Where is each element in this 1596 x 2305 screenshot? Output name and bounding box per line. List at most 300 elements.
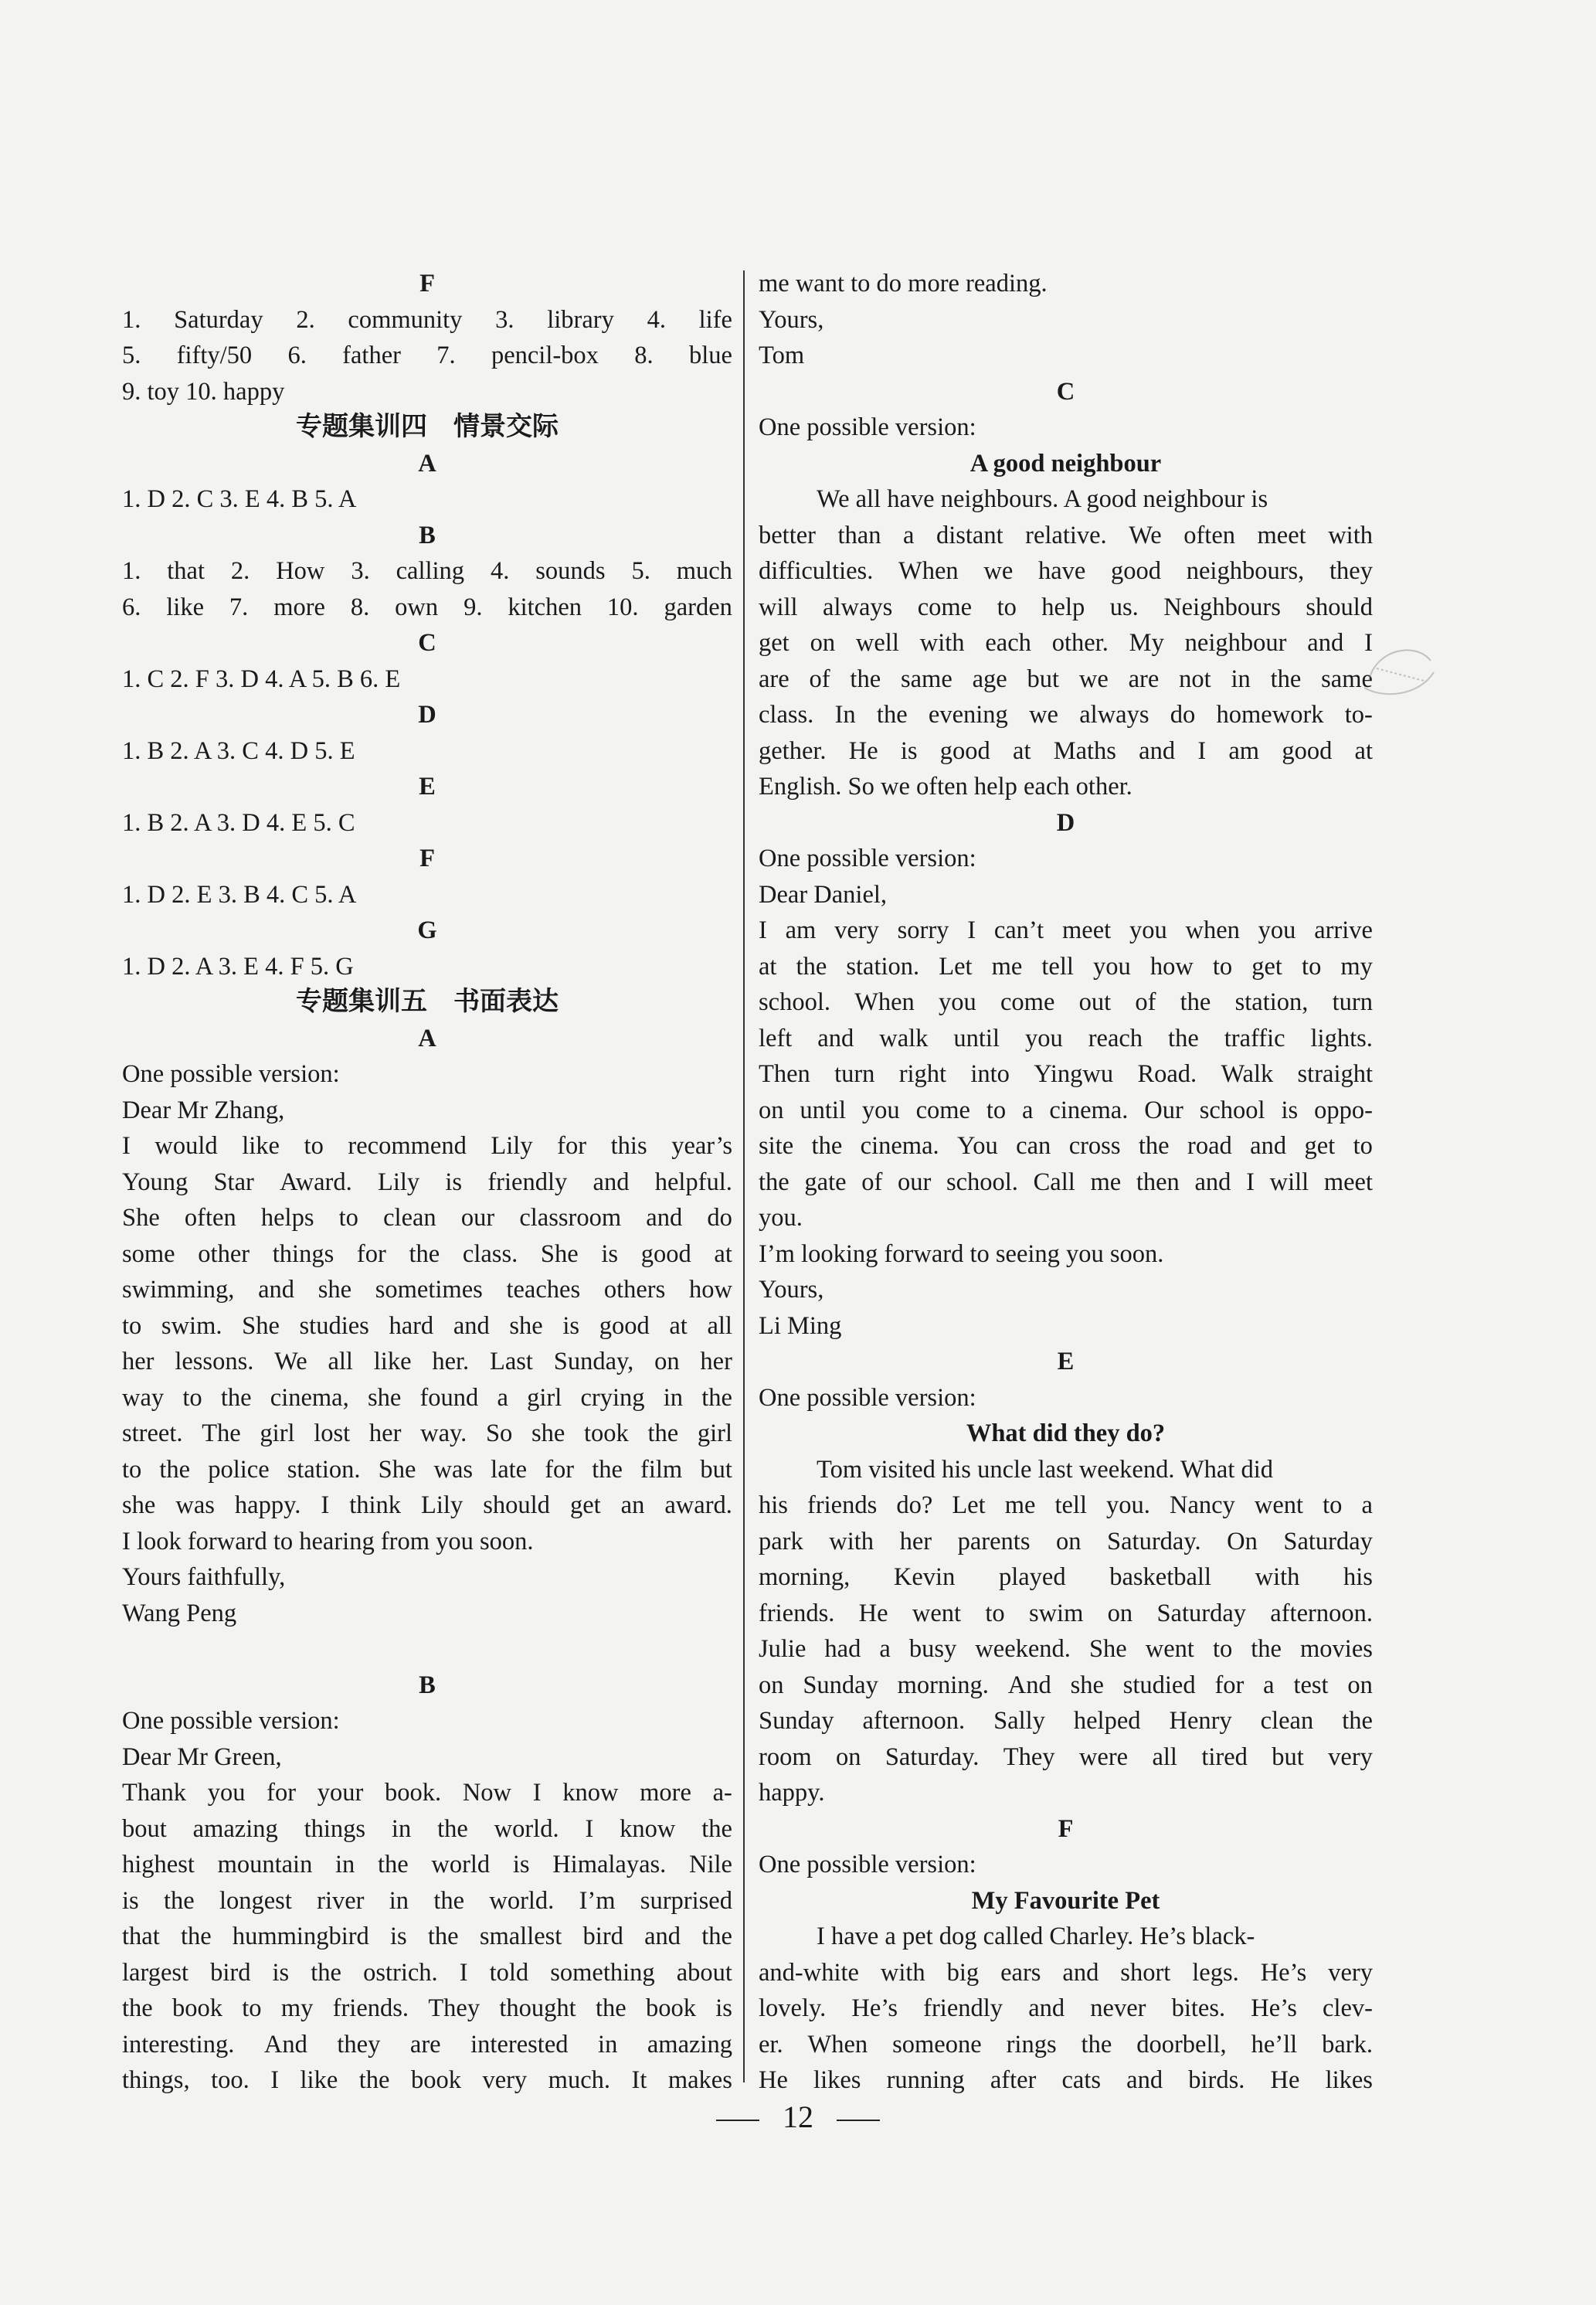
word: station.: [287, 1455, 361, 1484]
word: to-: [1344, 701, 1373, 729]
right-text-line: [759, 661, 1373, 698]
word: He: [1270, 2066, 1300, 2094]
word: on: [654, 1348, 680, 1375]
word: We: [274, 1348, 307, 1375]
word: legs.: [1192, 1958, 1239, 1987]
right-text-line: [759, 949, 1373, 985]
word: He: [759, 2066, 788, 2094]
page-footer: [0, 2099, 1596, 2135]
word: She: [242, 1311, 280, 1340]
left-section-heading: B: [419, 521, 436, 549]
word: largest: [122, 1958, 189, 1987]
word: he’ll: [1251, 2030, 1298, 2059]
word: we: [1029, 701, 1058, 729]
word: often: [184, 1204, 236, 1232]
left-section-heading: F: [419, 270, 435, 297]
word: in: [389, 1886, 409, 1915]
word: all: [707, 1311, 732, 1340]
word: her: [899, 1527, 932, 1555]
word: makes: [667, 2066, 732, 2094]
word: you: [207, 1779, 246, 1807]
right-paragraph-start: I have a pet dog called Charley. He’s black-: [817, 1923, 1255, 1950]
word: Nancy: [1169, 1491, 1235, 1519]
right-column: [759, 266, 1373, 2099]
left-section-heading: 专题集训五 书面表达: [296, 988, 559, 1016]
left-text-line: [122, 1128, 732, 1164]
word: each: [985, 629, 1031, 657]
word: meet: [1323, 1168, 1373, 1196]
word: at: [714, 1239, 732, 1268]
word: neighbours,: [1186, 557, 1305, 585]
right-text-line: [759, 1991, 1373, 2027]
word: meet: [1257, 521, 1306, 549]
left-text-line: [122, 1775, 732, 1811]
word: community: [348, 305, 463, 334]
word: she: [367, 1383, 402, 1412]
word: homework: [1216, 701, 1324, 729]
word: arrive: [1314, 916, 1373, 944]
word: hummingbird: [232, 1923, 369, 1950]
word: world.: [489, 1886, 555, 1915]
word: Kevin: [893, 1563, 956, 1591]
word: and: [1062, 1958, 1099, 1987]
word: garden: [664, 593, 732, 621]
word: school: [1199, 1096, 1265, 1124]
word: for: [545, 1455, 575, 1484]
word: Neighbours: [1163, 593, 1281, 621]
word: into: [970, 1060, 1010, 1088]
word: 10.: [606, 593, 639, 621]
word: He: [858, 1599, 888, 1627]
right-text-line: [759, 2062, 1373, 2099]
word: and: [1126, 2066, 1163, 2094]
word: am: [785, 916, 817, 944]
word: to: [1323, 1491, 1343, 1519]
word: you: [1258, 916, 1296, 944]
footer-dash-left: [716, 2120, 759, 2121]
word: were: [1078, 1742, 1129, 1771]
word: her.: [432, 1348, 470, 1375]
word: should: [483, 1491, 550, 1519]
word: award.: [664, 1491, 732, 1519]
left-text-line: [122, 2027, 732, 2063]
left-section-heading: 专题集训四 情景交际: [296, 413, 559, 441]
right-text-line: [759, 1021, 1373, 1057]
word: is: [512, 1851, 530, 1878]
word: helped: [1073, 1707, 1141, 1735]
word: well: [855, 629, 899, 657]
word: can: [1016, 1132, 1051, 1160]
word: Last: [489, 1348, 533, 1375]
word: others: [603, 1276, 666, 1304]
left-text-line: 9. toy 10. happy: [122, 377, 285, 406]
word: clean: [1260, 1707, 1314, 1735]
word: us.: [1109, 593, 1139, 621]
word: cinema.: [860, 1132, 939, 1160]
word: and: [817, 1024, 854, 1052]
word: gether.: [759, 736, 827, 765]
word: good: [1111, 557, 1162, 585]
word: sorry: [897, 916, 949, 944]
word: a: [1361, 1491, 1373, 1519]
word: traffic: [1224, 1024, 1285, 1052]
right-text-line: Li Ming: [759, 1311, 842, 1340]
word: rings: [1006, 2030, 1057, 2059]
word: on: [759, 1671, 784, 1699]
right-text-line: [759, 1093, 1373, 1129]
word: library: [547, 305, 614, 334]
left-text-line: [122, 1344, 732, 1380]
left-text-line: 1. D 2. C 3. E 4. B 5. A: [122, 485, 357, 513]
word: bout: [122, 1814, 167, 1843]
word: smallest: [479, 1923, 562, 1950]
word: will: [1269, 1168, 1309, 1196]
word: girl: [697, 1419, 732, 1447]
word: They: [428, 1994, 480, 2022]
word: So: [485, 1419, 513, 1447]
word: tired: [1201, 1742, 1248, 1771]
word: Let: [952, 1491, 986, 1519]
word: in: [391, 1814, 412, 1843]
word: went: [1145, 1635, 1194, 1663]
word: school.: [759, 988, 830, 1016]
word: and: [644, 1923, 681, 1950]
word: She: [378, 1455, 416, 1484]
word: same: [900, 665, 953, 693]
word: When: [854, 988, 915, 1016]
word: the: [358, 2066, 390, 2094]
word: a: [1022, 1096, 1034, 1124]
word: to: [986, 1096, 1007, 1124]
word: cats: [1061, 2066, 1102, 2094]
right-section-heading: D: [1056, 808, 1075, 837]
word: to: [182, 1383, 202, 1412]
right-text-line: [759, 1524, 1373, 1560]
word: She: [122, 1204, 160, 1232]
word: You: [957, 1132, 998, 1160]
word: with: [829, 1527, 874, 1555]
word: girl: [527, 1383, 562, 1412]
right-section-heading: My Favourite Pet: [971, 1886, 1160, 1915]
word: parents: [957, 1527, 1031, 1555]
word: much: [676, 557, 732, 585]
word: on: [835, 1742, 861, 1771]
word: more: [273, 593, 325, 621]
word: on: [759, 1096, 784, 1124]
word: ears: [1000, 1958, 1041, 1987]
word: big: [946, 1958, 980, 1987]
word: cross: [1068, 1132, 1121, 1160]
word: cinema,: [270, 1383, 349, 1412]
word: I: [459, 1958, 468, 1987]
word: Himalayas.: [552, 1851, 667, 1878]
right-text-line: [759, 984, 1373, 1021]
left-section-heading: A: [418, 449, 436, 478]
word: doorbell,: [1136, 2030, 1227, 2059]
left-text-line: [122, 1919, 732, 1955]
left-text-line: 1. B 2. A 3. D 4. E 5. C: [122, 808, 355, 837]
left-section-heading: G: [417, 916, 437, 944]
word: the: [1342, 1707, 1373, 1735]
right-text-line: happy.: [759, 1779, 825, 1807]
word: is: [900, 736, 918, 765]
word: 4.: [647, 305, 666, 334]
word: age: [972, 665, 1007, 693]
word: street.: [122, 1419, 183, 1447]
word: to: [122, 1311, 142, 1340]
word: the: [701, 1383, 732, 1412]
word: busy: [908, 1635, 957, 1663]
word: come: [1000, 988, 1055, 1016]
word: think: [349, 1491, 402, 1519]
word: site: [759, 1132, 794, 1160]
word: test: [1293, 1671, 1329, 1699]
word: on: [1056, 1527, 1082, 1555]
word: played: [998, 1563, 1066, 1591]
word: hard: [389, 1311, 434, 1340]
left-text-line: [122, 302, 732, 338]
word: He’s: [1251, 1994, 1297, 2022]
word: On: [1227, 1527, 1258, 1555]
word: after: [990, 2066, 1037, 2094]
left-column: [122, 266, 732, 2099]
word: weekend.: [975, 1635, 1071, 1663]
right-section-heading: What did they do?: [966, 1419, 1166, 1447]
word: went: [912, 1599, 962, 1627]
word: the: [595, 1994, 627, 2022]
word: Thank: [122, 1779, 187, 1807]
word: all: [328, 1348, 353, 1375]
word: tell: [1041, 952, 1074, 981]
word: the: [433, 1886, 465, 1915]
word: I: [270, 2066, 280, 2094]
right-text-line: [759, 1487, 1373, 1524]
word: swim.: [161, 1311, 222, 1340]
word: is: [1281, 1096, 1299, 1124]
word: get: [1251, 952, 1282, 981]
word: book: [410, 2066, 461, 2094]
word: that: [122, 1923, 160, 1950]
word: she: [509, 1311, 543, 1340]
word: for: [1214, 1671, 1245, 1699]
word: station.: [846, 952, 920, 981]
word: 5.: [122, 342, 141, 369]
word: sounds: [535, 557, 606, 585]
word: to: [122, 1455, 142, 1484]
word: should: [1306, 593, 1373, 621]
word: tell: [1054, 1491, 1087, 1519]
word: interesting.: [122, 2030, 235, 2059]
word: of: [861, 1168, 883, 1196]
word: pencil-box: [491, 342, 599, 369]
word: Saturday.: [1107, 1527, 1201, 1555]
word: about: [676, 1958, 732, 1987]
word: station,: [1234, 988, 1309, 1016]
word: her: [122, 1348, 155, 1375]
word: Let: [939, 952, 973, 981]
left-text-line: 1. C 2. F 3. D 4. A 5. B 6. E: [122, 665, 401, 693]
word: longest: [219, 1886, 292, 1915]
word: the: [180, 1923, 212, 1950]
word: something: [550, 1958, 655, 1987]
word: clev-: [1323, 1994, 1373, 2022]
word: a: [902, 521, 915, 549]
word: the: [1270, 665, 1302, 693]
word: swimming,: [122, 1276, 235, 1304]
right-text-line: [759, 1703, 1373, 1739]
left-text-line: Yours faithfully,: [122, 1563, 286, 1591]
word: bark.: [1322, 2030, 1373, 2059]
left-spacer: [122, 1631, 732, 1668]
word: bird: [582, 1923, 623, 1950]
word: Lily: [491, 1132, 533, 1160]
word: er.: [759, 2030, 783, 2059]
word: me: [991, 952, 1023, 981]
word: swim: [1028, 1599, 1084, 1627]
word: 7.: [229, 593, 249, 621]
word: park: [759, 1527, 803, 1555]
word: the: [850, 665, 881, 693]
left-text-line: [122, 1164, 732, 1201]
word: like: [300, 2066, 338, 2094]
word: she: [122, 1491, 156, 1519]
word: the: [122, 1994, 153, 2022]
right-text-line: One possible version:: [759, 413, 976, 441]
word: class.: [759, 701, 814, 729]
left-text-line: Dear Mr Green,: [122, 1742, 282, 1771]
word: oppo-: [1314, 1096, 1373, 1124]
word: to: [985, 1599, 1005, 1627]
word: the: [592, 1455, 623, 1484]
word: for: [356, 1239, 386, 1268]
word: but: [1272, 1742, 1304, 1771]
right-text-line: [759, 733, 1373, 770]
word: 1.: [122, 557, 141, 585]
word: to: [1353, 1132, 1373, 1160]
word: good: [939, 736, 990, 765]
word: like: [242, 1132, 280, 1160]
left-text-line: [122, 1955, 732, 1991]
word: she: [318, 1276, 352, 1304]
right-text-line: [759, 697, 1373, 733]
word: was: [433, 1455, 474, 1484]
word: life: [698, 305, 732, 334]
word: at: [1013, 736, 1031, 765]
page-number: 12: [783, 2099, 813, 2134]
word: and: [1194, 1168, 1231, 1196]
word: things,: [122, 2066, 190, 2094]
word: We: [1129, 521, 1162, 549]
word: someone: [892, 2030, 982, 2059]
word: come: [917, 593, 973, 621]
word: river: [317, 1886, 365, 1915]
word: is: [715, 1994, 732, 2022]
word: they: [1329, 557, 1373, 585]
word: can’t: [993, 916, 1044, 944]
right-text-line: One possible version:: [759, 1383, 976, 1412]
word: police: [208, 1455, 270, 1484]
word: late: [491, 1455, 528, 1484]
word: crying: [580, 1383, 645, 1412]
word: lessons.: [175, 1348, 254, 1375]
word: then: [1136, 1168, 1180, 1196]
word: like: [373, 1348, 412, 1375]
word: film: [640, 1455, 683, 1484]
word: are: [409, 2030, 441, 2059]
right-paragraph-start: Tom visited his uncle last weekend. What did: [817, 1455, 1274, 1484]
word: distant: [936, 521, 1003, 549]
word: recommend: [348, 1132, 467, 1160]
right-text-line: [759, 1668, 1373, 1704]
word: but: [1027, 665, 1060, 693]
word: likes: [1325, 2066, 1373, 2094]
word: found: [419, 1383, 479, 1412]
word: until: [800, 1096, 846, 1124]
left-text-line: [122, 1487, 732, 1524]
word: and: [258, 1276, 295, 1304]
word: walk: [879, 1024, 929, 1052]
word: come: [915, 1096, 970, 1124]
right-text-line: me want to do more reading.: [759, 270, 1048, 297]
word: When: [898, 557, 959, 585]
column-divider: [743, 270, 745, 2082]
word: Saturday: [174, 305, 263, 334]
word: How: [276, 557, 325, 585]
word: And: [263, 2030, 307, 2059]
word: was: [175, 1491, 215, 1519]
word: very: [1328, 1742, 1373, 1771]
right-text-line: [759, 1596, 1373, 1632]
word: I: [321, 1491, 330, 1519]
word: things: [304, 1814, 366, 1843]
word: turn: [834, 1060, 875, 1088]
word: the: [796, 952, 827, 981]
right-text-line: you.: [759, 1204, 803, 1232]
word: way.: [420, 1419, 467, 1447]
word: do?: [896, 1491, 933, 1519]
word: girl: [260, 1419, 295, 1447]
left-text-line: [122, 1811, 732, 1848]
word: get: [759, 629, 790, 657]
word: you: [861, 1096, 900, 1124]
word: the: [1138, 1132, 1170, 1160]
word: am: [1228, 736, 1260, 765]
word: interested: [470, 2030, 569, 2059]
word: morning,: [759, 1563, 851, 1591]
word: Lily: [421, 1491, 464, 1519]
word: things: [272, 1239, 334, 1268]
word: Saturday: [1283, 1527, 1373, 1555]
word: we: [983, 557, 1014, 585]
word: very: [1328, 1958, 1373, 1987]
word: kitchen: [508, 593, 582, 621]
word: the: [876, 701, 908, 729]
word: friends: [807, 1491, 878, 1519]
right-text-line: [759, 1056, 1373, 1093]
word: his: [1343, 1563, 1373, 1591]
right-text-line: [759, 1128, 1373, 1164]
word: how: [688, 1276, 732, 1304]
word: room: [759, 1742, 812, 1771]
word: basketball: [1109, 1563, 1211, 1591]
word: Young: [122, 1168, 188, 1196]
word: I: [1197, 736, 1207, 765]
left-text-line: [122, 1847, 732, 1883]
left-section-heading: A: [418, 1024, 436, 1052]
word: but: [700, 1455, 732, 1484]
word: in: [598, 2030, 618, 2059]
word: book.: [385, 1779, 442, 1807]
